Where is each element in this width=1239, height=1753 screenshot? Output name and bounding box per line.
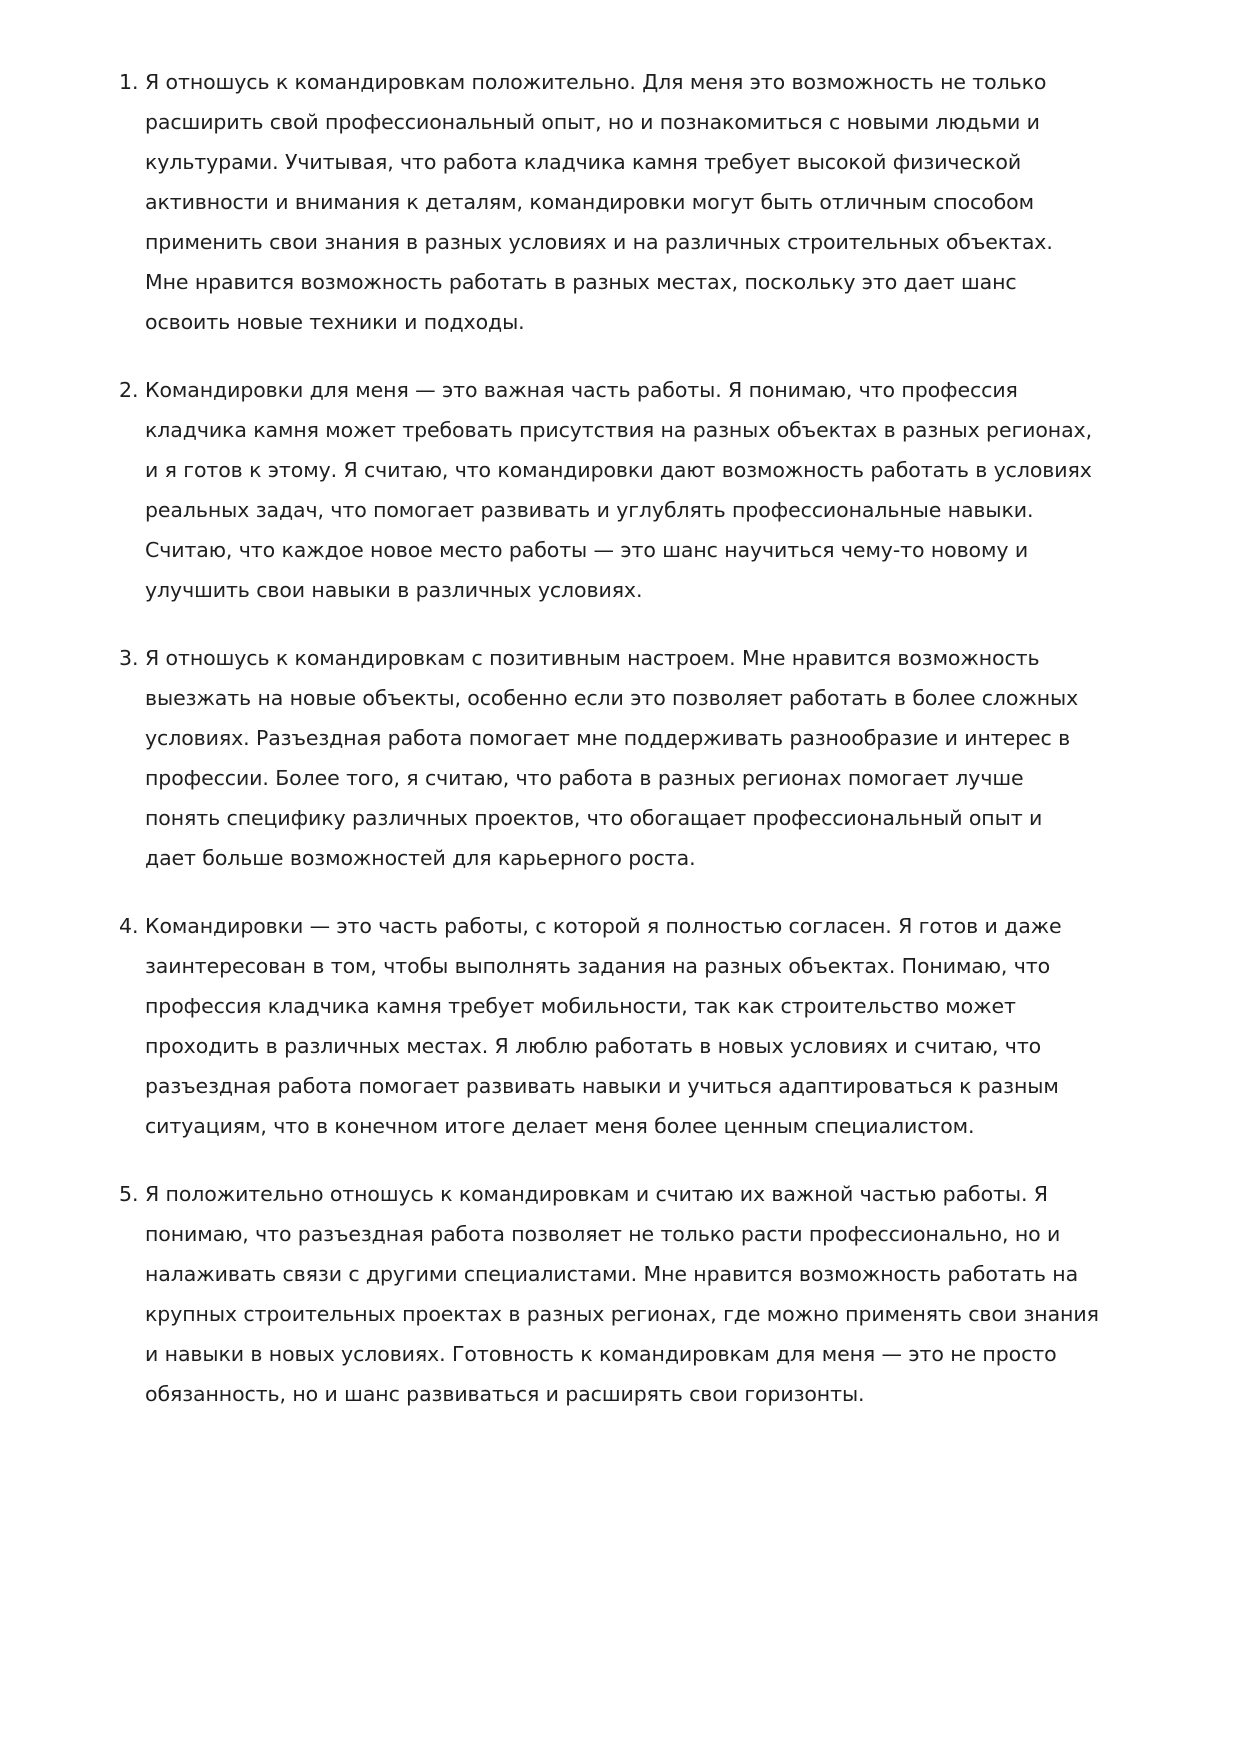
list-item: [119, 62, 1239, 342]
text-line: применить свои знания в разных условиях и на различных строительных объектах.: [145, 230, 1053, 254]
text-line: крупных строительных проектах в разных регионах, где можно применять свои знания: [145, 1302, 1099, 1326]
text-line: реальных задач, что помогает развивать и углублять профессиональные навыки.: [145, 498, 1034, 522]
text-line: Мне нравится возможность работать в разных местах, поскольку это дает шанс: [145, 270, 1017, 294]
list-item: [119, 638, 1239, 878]
text-line: улучшить свои навыки в различных условиях.: [145, 578, 643, 602]
text-line: и я готов к этому. Я считаю, что командировки дают возможность работать в условиях: [145, 458, 1092, 482]
text-line: Я отношусь к командировкам с позитивным настроем. Мне нравится возможность: [145, 646, 1040, 670]
text-line: активности и внимания к деталям, командировки могут быть отличным способом: [145, 190, 1034, 214]
text-line: проходить в различных местах. Я люблю работать в новых условиях и считаю, что: [145, 1034, 1042, 1058]
text-line: выезжать на новые объекты, особенно если это позволяет работать в более сложных: [145, 686, 1079, 710]
text-line: Командировки для меня — это важная часть работы. Я понимаю, что профессия: [145, 378, 1018, 402]
text-line: расширить свой профессиональный опыт, но и познакомиться с новыми людьми и: [145, 110, 1040, 134]
text-line: и навыки в новых условиях. Готовность к командировкам для меня — это не просто: [145, 1342, 1057, 1366]
list-item: [119, 906, 1239, 1146]
text-line: освоить новые техники и подходы.: [145, 310, 525, 334]
text-line: кладчика камня может требовать присутствия на разных объектах в разных регионах,: [145, 418, 1093, 442]
text-line: культурами. Учитывая, что работа кладчика камня требует высокой физической: [145, 150, 1022, 174]
text-line: заинтересован в том, чтобы выполнять задания на разных объектах. Понимаю, что: [145, 954, 1051, 978]
text-line: Я положительно отношусь к командировкам и считаю их важной частью работы. Я: [145, 1182, 1048, 1206]
text-line: условиях. Разъездная работа помогает мне поддерживать разнообразие и интерес в: [145, 726, 1071, 750]
text-line: ситуациям, что в конечном итоге делает меня более ценным специалистом.: [145, 1114, 975, 1138]
item-number: 4.: [119, 914, 139, 938]
text-line: разъездная работа помогает развивать навыки и учиться адаптироваться к разным: [145, 1074, 1059, 1098]
text-line: профессии. Более того, я считаю, что работа в разных регионах помогает лучше: [145, 766, 1024, 790]
item-number: 3.: [119, 646, 139, 670]
text-line: понимаю, что разъездная работа позволяет не только расти профессионально, но и: [145, 1222, 1061, 1246]
text-line: Командировки — это часть работы, с которой я полностью согласен. Я готов и даже: [145, 914, 1062, 938]
answer-list: [119, 62, 1239, 1414]
item-number: 1.: [119, 70, 139, 94]
text-line: дает больше возможностей для карьерного роста.: [145, 846, 696, 870]
text-line: Я отношусь к командировкам положительно. Для меня это возможность не только: [145, 70, 1047, 94]
list-item: [119, 1174, 1239, 1414]
text-line: налаживать связи с другими специалистами. Мне нравится возможность работать на: [145, 1262, 1079, 1286]
item-number: 2.: [119, 378, 139, 402]
item-number: 5.: [119, 1182, 139, 1206]
text-line: профессия кладчика камня требует мобильности, так как строительство может: [145, 994, 1016, 1018]
list-item: [119, 370, 1239, 610]
text-line: понять специфику различных проектов, что обогащает профессиональный опыт и: [145, 806, 1043, 830]
text-line: Считаю, что каждое новое место работы — это шанс научиться чему-то новому и: [145, 538, 1029, 562]
text-line: обязанность, но и шанс развиваться и расширять свои горизонты.: [145, 1382, 865, 1406]
